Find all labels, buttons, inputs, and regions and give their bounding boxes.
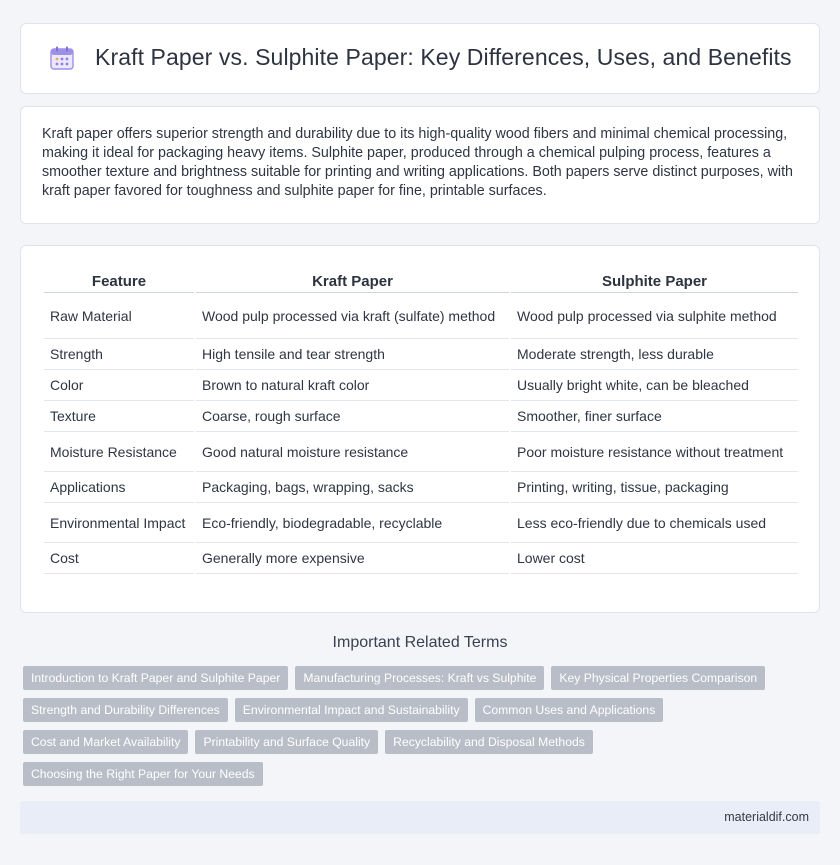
table-cell: Strength: [44, 339, 194, 370]
tag-row: [23, 730, 823, 754]
table-cell: Usually bright white, can be bleached: [511, 370, 798, 401]
related-term-tag[interactable]: Strength and Durability Differences: [23, 698, 228, 722]
page-title: Kraft Paper vs. Sulphite Paper: Key Differences, Uses, and Benefits: [95, 44, 792, 70]
footer-site-link[interactable]: materialdif.com: [724, 810, 809, 824]
table-row: [44, 401, 798, 432]
table-cell: Poor moisture resistance without treatment: [511, 432, 798, 472]
table-cell: Wood pulp processed via kraft (sulfate) method: [196, 293, 509, 339]
column-header-kraft: Kraft Paper: [196, 266, 509, 293]
table-cell: Raw Material: [44, 293, 194, 339]
table-row: [44, 339, 798, 370]
table-header-row: [44, 266, 798, 293]
related-term-tag[interactable]: Recyclability and Disposal Methods: [385, 730, 593, 754]
related-term-tag[interactable]: Common Uses and Applications: [475, 698, 664, 722]
table-cell: Environmental Impact: [44, 503, 194, 543]
table-row: [44, 543, 798, 574]
related-term-tag[interactable]: Printability and Surface Quality: [195, 730, 378, 754]
related-term-tag[interactable]: Introduction to Kraft Paper and Sulphite Paper: [23, 666, 288, 690]
table-cell: Cost: [44, 543, 194, 574]
footer: [20, 801, 820, 834]
related-terms-heading: Important Related Terms: [332, 634, 508, 651]
table-cell: Texture: [44, 401, 194, 432]
related-term-tag[interactable]: Cost and Market Availability: [23, 730, 188, 754]
table-row: [44, 472, 798, 503]
column-header-feature: Feature: [44, 266, 194, 293]
tag-row: [23, 698, 823, 722]
table-cell: Lower cost: [511, 543, 798, 574]
table-row: [44, 293, 798, 339]
table-cell: Generally more expensive: [196, 543, 509, 574]
table-cell: Packaging, bags, wrapping, sacks: [196, 472, 509, 503]
table-cell: Moisture Resistance: [44, 432, 194, 472]
related-term-tag[interactable]: Manufacturing Processes: Kraft vs Sulphite: [295, 666, 544, 690]
table-cell: Brown to natural kraft color: [196, 370, 509, 401]
column-header-sulphite: Sulphite Paper: [511, 266, 798, 293]
table-row: [44, 370, 798, 401]
related-term-tag[interactable]: Choosing the Right Paper for Your Needs: [23, 762, 263, 786]
intro-card: [20, 106, 820, 224]
tag-row: [23, 666, 823, 690]
table-cell: Printing, writing, tissue, packaging: [511, 472, 798, 503]
table-cell: Wood pulp processed via sulphite method: [511, 293, 798, 339]
header-card: [20, 23, 820, 94]
table-cell: Good natural moisture resistance: [196, 432, 509, 472]
table-row: [44, 503, 798, 543]
table-cell: High tensile and tear strength: [196, 339, 509, 370]
related-term-tag[interactable]: Key Physical Properties Comparison: [551, 666, 765, 690]
calendar-icon: [49, 45, 75, 71]
related-term-tag[interactable]: Environmental Impact and Sustainability: [235, 698, 468, 722]
table-cell: Less eco-friendly due to chemicals used: [511, 503, 798, 543]
comparison-table: [42, 266, 800, 574]
table-row: [44, 432, 798, 472]
intro-paragraph: Kraft paper offers superior strength and durability due to its high-quality wood fibers and minimal chemical processing, making it ideal for packaging heavy items. Sulphite paper, produced through a chemical pulping process, features a smoother texture and brightness suitable for printing and writing applications. Both papers serve distinct purposes, with kraft paper favored for toughness and sulphite paper for fine, printable surfaces.: [42, 126, 793, 199]
table-cell: Color: [44, 370, 194, 401]
table-cell: Applications: [44, 472, 194, 503]
table-cell: Smoother, finer surface: [511, 401, 798, 432]
table-cell: Coarse, rough surface: [196, 401, 509, 432]
tag-row: [23, 762, 823, 786]
comparison-table-card: [20, 245, 820, 613]
related-terms-tags: [23, 666, 823, 794]
table-cell: Moderate strength, less durable: [511, 339, 798, 370]
table-cell: Eco-friendly, biodegradable, recyclable: [196, 503, 509, 543]
